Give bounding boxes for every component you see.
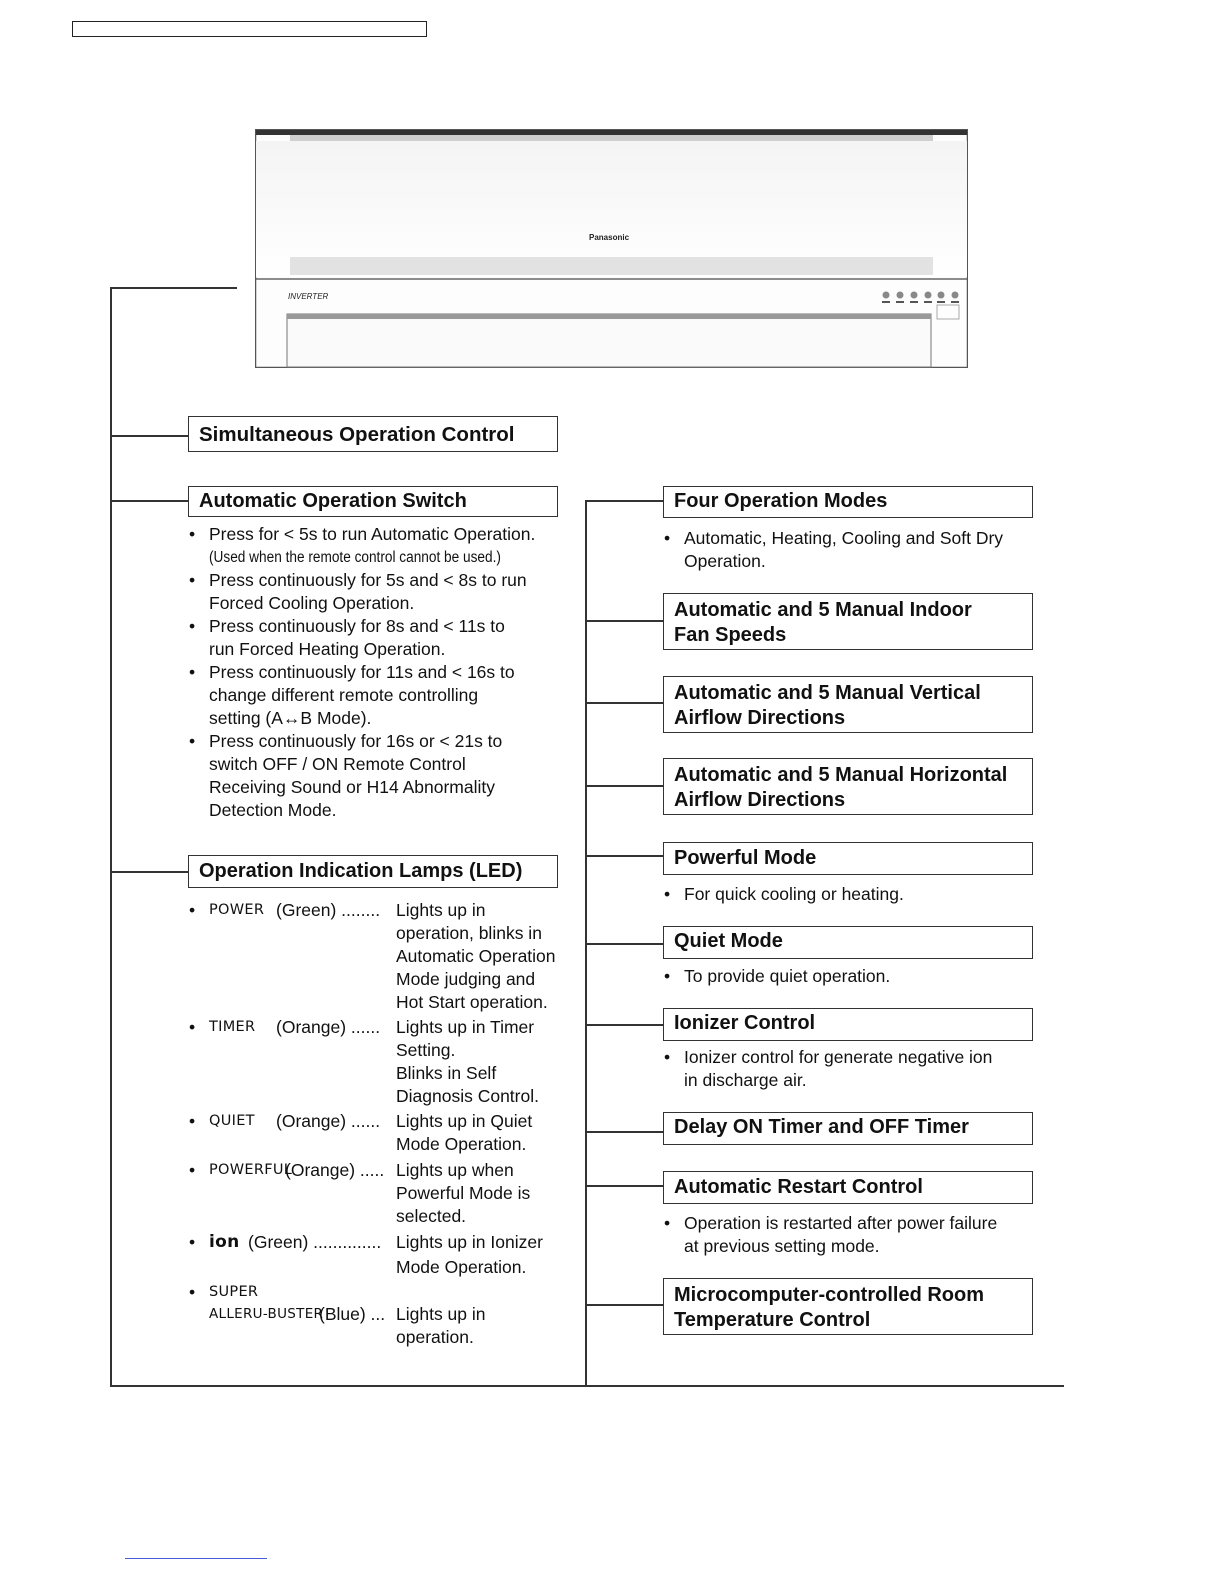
connector-four-modes <box>585 500 664 502</box>
auto-switch-title: Automatic Operation Switch <box>188 486 558 517</box>
lamp-ion: • ion (Green) .............. Lights up in Ionizer Mode Operation. <box>189 1232 543 1277</box>
inverter-label: INVERTER <box>288 292 329 301</box>
connector-fan-speeds <box>585 620 664 622</box>
ionizer-control-title: Ionizer Control <box>663 1008 1033 1041</box>
connector-micro <box>585 1304 664 1306</box>
simultaneous-operation-title: Simultaneous Operation Control <box>188 416 558 452</box>
connector-left-top <box>110 287 237 289</box>
connector-vertical <box>585 702 664 704</box>
fan-speeds-title: Automatic and 5 Manual Indoor Fan Speeds <box>663 593 1033 650</box>
connector-auto-switch <box>110 500 189 502</box>
brand-logo: Panasonic <box>589 233 630 242</box>
connector-horizontal <box>585 785 664 787</box>
auto-restart-title: Automatic Restart Control <box>663 1171 1033 1204</box>
connector-left-trunk <box>110 287 112 1386</box>
lamp-super-alleru-buster: • SUPER ALLERU-BUSTER (Blue) ... Lights up in operation. <box>189 1282 486 1347</box>
air-conditioner-illustration <box>255 129 968 368</box>
footer-link-line <box>125 1558 267 1559</box>
lamp-timer: • TIMER (Orange) ...... Lights up in Timer Setting. Blinks in Self Diagnosis Control. <box>189 1017 539 1106</box>
horizontal-airflow-title: Automatic and 5 Manual Horizontal Airflow Directions <box>663 758 1033 815</box>
quiet-mode-title: Quiet Mode <box>663 926 1033 959</box>
lamp-powerful: • POWERFUL (Orange) ..... Lights up when Powerful Mode is selected. <box>189 1160 531 1226</box>
connector-ionizer <box>585 1024 664 1026</box>
vertical-airflow-title: Automatic and 5 Manual Vertical Airflow Directions <box>663 676 1033 733</box>
connector-timer <box>585 1131 664 1133</box>
connector-powerful <box>585 855 664 857</box>
micro-temperature-title: Microcomputer-controlled Room Temperature Control <box>663 1278 1033 1335</box>
connector-quiet <box>585 943 664 945</box>
timer-title: Delay ON Timer and OFF Timer <box>663 1112 1033 1145</box>
lamps-title: Operation Indication Lamps (LED) <box>188 855 558 888</box>
connector-restart <box>585 1185 664 1187</box>
lamp-power: • POWER (Green) ........ Lights up in operation, blinks in Automatic Operation Mode judging and Hot Start operation. <box>189 900 556 1012</box>
lamp-quiet: • QUIET (Orange) ...... Lights up in Quiet Mode Operation. <box>189 1111 533 1154</box>
four-modes-title: Four Operation Modes <box>663 486 1033 518</box>
connector-lamps <box>110 871 189 873</box>
powerful-mode-title: Powerful Mode <box>663 842 1033 875</box>
connector-simultaneous <box>110 435 189 437</box>
connector-bottom <box>110 1385 1064 1387</box>
header-box <box>72 21 427 37</box>
